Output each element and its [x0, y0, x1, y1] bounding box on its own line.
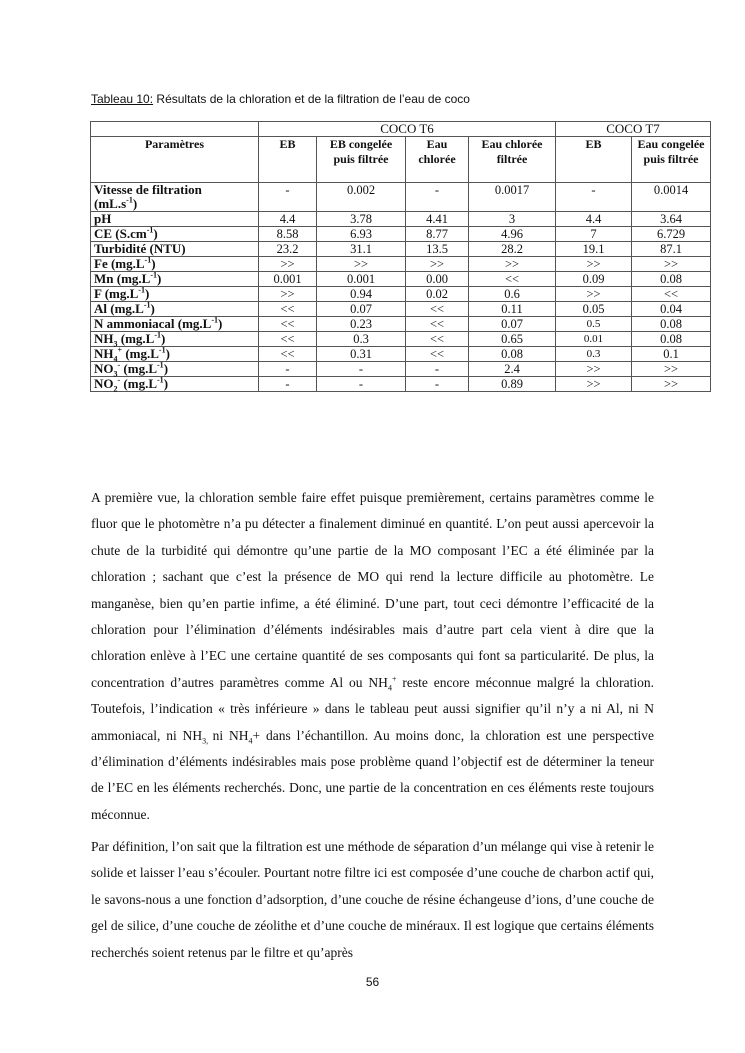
- value-cell: 0.01: [556, 332, 632, 347]
- nh4-subscript-2: 4: [248, 736, 253, 746]
- param-name-close: ): [153, 226, 158, 241]
- param-name-cell: [91, 257, 259, 272]
- param-name-name: NH: [94, 331, 114, 346]
- value-cell: 0.02: [406, 287, 469, 302]
- value-cell: 0.08: [632, 332, 711, 347]
- table-row: [91, 227, 711, 242]
- value-cell: 4.41: [406, 212, 469, 227]
- value-cell: 4.4: [556, 212, 632, 227]
- param-name-cell: [91, 332, 259, 347]
- column-header: EB congelée puis filtrée: [317, 137, 406, 183]
- table-row: [91, 362, 711, 377]
- value-cell: 0.08: [632, 317, 711, 332]
- value-cell: 0.6: [469, 287, 556, 302]
- header-empty-cell: [91, 122, 259, 137]
- table-caption: [91, 92, 470, 106]
- paragraph-chloration-text-1: A première vue, la chloration semble faire effet puisque premièrement, certains paramètres comme le fluor que le photomètre n’a pu détecter a finalement diminué en quantité. L’on peut aussi apercevoir la chute de la turbidité qui démontre qu’une partie de la MO composant l’EC a été éliminée par la chloration ; sachant que c’est la présence de MO qui rend la lecture difficile au photomètre. Le manganèse, bien qu’en partie infime, a été éliminé. D’une part, tout ceci démontre l’efficacité de la chloration pour l’élimination d’éléments indésirables mais d’autre part cela vient à dire que la chloration enlève à l’EC une certaine quantité de ses composants qui font sa particularité. De plus, la concentration d’autres paramètres comme Al ou NH: [91, 490, 654, 690]
- value-cell: 0.5: [556, 317, 632, 332]
- param-name-close: ): [163, 361, 169, 376]
- param-name-name: CE (S.cm: [94, 226, 147, 241]
- value-cell: -: [317, 362, 406, 377]
- table-row: [91, 183, 711, 212]
- param-name-exp: -1: [150, 270, 158, 280]
- value-cell: >>: [632, 257, 711, 272]
- value-cell: -: [556, 183, 632, 212]
- param-name-exp: -1: [126, 195, 133, 205]
- value-cell: 0.0014: [632, 183, 711, 212]
- param-name-sub: 2: [113, 384, 118, 394]
- value-cell: 4.96: [469, 227, 556, 242]
- value-cell: -: [317, 377, 406, 392]
- param-name-cell: [91, 272, 259, 287]
- value-cell: <<: [259, 317, 317, 332]
- value-cell: >>: [406, 257, 469, 272]
- paragraph-filtration: Par définition, l’on sait que la filtration est une méthode de séparation d’un mélange qui vise à retenir le solide et laisser l’eau s’écouler. Pourtant notre filtre ici est composée d’une couche de charbon actif qui, le savons-nous a une fonction d’adsorption, d’une couche de résine échangeuse d’ions, d’une couche de gel de silice, d’une couche de zéolithe et d’une couche de minéraux. Il est logique que certains éléments recherchés soient retenus par le filtre et qu’après: [91, 839, 654, 960]
- value-cell: <<: [406, 347, 469, 362]
- param-name-sub: 4: [113, 354, 118, 364]
- value-cell: 0.09: [556, 272, 632, 287]
- value-cell: 0.89: [469, 377, 556, 392]
- param-name-exp: -1: [157, 360, 164, 370]
- param-name-close: ): [157, 271, 162, 286]
- table-caption-text: Résultats de la chloration et de la filtration de l’eau de coco: [153, 92, 470, 106]
- value-cell: 31.1: [317, 242, 406, 257]
- value-cell: 0.001: [317, 272, 406, 287]
- param-name-name: pH: [94, 211, 112, 226]
- value-cell: 4.4: [259, 212, 317, 227]
- value-cell: 3.78: [317, 212, 406, 227]
- results-table: [90, 121, 711, 392]
- value-cell: 3: [469, 212, 556, 227]
- value-cell: >>: [556, 287, 632, 302]
- value-cell: <<: [259, 332, 317, 347]
- value-cell: >>: [259, 257, 317, 272]
- param-name-exp: -1: [211, 315, 219, 325]
- value-cell: 0.1: [632, 347, 711, 362]
- param-name-close: ): [163, 376, 169, 391]
- param-name-cell: [91, 362, 259, 377]
- value-cell: <<: [632, 287, 711, 302]
- value-cell: 8.58: [259, 227, 317, 242]
- value-cell: 87.1: [632, 242, 711, 257]
- param-name-cell: [91, 377, 259, 392]
- value-cell: 0.00: [406, 272, 469, 287]
- param-name-exp: -1: [157, 375, 164, 385]
- value-cell: -: [259, 183, 317, 212]
- value-cell: >>: [556, 362, 632, 377]
- param-name-exp: -1: [158, 345, 166, 355]
- value-cell: 0.23: [317, 317, 406, 332]
- param-name-sup: +: [117, 345, 123, 355]
- group-header-t7: COCO T7: [556, 122, 711, 137]
- column-header: Eau congelée puis filtrée: [632, 137, 711, 183]
- param-name-cell: [91, 242, 259, 257]
- param-name-name: NO: [94, 376, 114, 391]
- value-cell: 8.77: [406, 227, 469, 242]
- value-cell: 7: [556, 227, 632, 242]
- param-name-cell: [91, 317, 259, 332]
- value-cell: 0.07: [469, 317, 556, 332]
- value-cell: 0.002: [317, 183, 406, 212]
- value-cell: >>: [632, 377, 711, 392]
- param-name-exp: -1: [154, 330, 162, 340]
- value-cell: 6.93: [317, 227, 406, 242]
- param-name-exp: -1: [144, 255, 152, 265]
- param-name-mid: (mg.L: [120, 361, 158, 376]
- paragraph-chloration-text-3: ni NH: [212, 727, 249, 743]
- value-cell: -: [406, 183, 469, 212]
- value-cell: 0.11: [469, 302, 556, 317]
- param-name-sup: -: [117, 375, 121, 385]
- param-name-unit: mL.s: [98, 196, 127, 211]
- value-cell: 6.729: [632, 227, 711, 242]
- nh4-subscript: 4: [387, 683, 392, 693]
- param-name-name: Mn (mg.L: [94, 271, 151, 286]
- param-name-mid: (mg.L: [117, 331, 155, 346]
- value-cell: -: [406, 377, 469, 392]
- value-cell: 3.64: [632, 212, 711, 227]
- value-cell: <<: [259, 302, 317, 317]
- param-name-cell: [91, 212, 259, 227]
- paragraph-chloration-text-2: reste encore méconnue malgré la chloration. Toutefois, l’indication « très inférieure » dans le tableau peut aussi signifier qu’il n’y a ni Al, ni N ammoniacal, ni NH: [91, 674, 654, 743]
- param-name-name: Turbidité (NTU): [94, 241, 186, 256]
- value-cell: <<: [259, 347, 317, 362]
- table-row: [91, 317, 711, 332]
- param-name-mid: (mg.L: [122, 346, 159, 361]
- table-row: [91, 287, 711, 302]
- param-name-name: Vitesse de filtration: [94, 182, 202, 197]
- param-name-close: ): [151, 256, 156, 271]
- param-name-mid: (mg.L: [120, 376, 158, 391]
- value-cell: 0.04: [632, 302, 711, 317]
- param-name-cell: Vitesse de filtration $(mL.s^{-1})$: [91, 183, 259, 212]
- value-cell: 0.08: [469, 347, 556, 362]
- table-row: [91, 377, 711, 392]
- value-cell: 0.31: [317, 347, 406, 362]
- param-name-close: ): [218, 316, 223, 331]
- param-name-sup: -: [117, 360, 121, 370]
- param-name-close: ): [150, 301, 155, 316]
- value-cell: >>: [632, 362, 711, 377]
- table-row: [91, 272, 711, 287]
- value-cell: >>: [556, 257, 632, 272]
- value-cell: 0.65: [469, 332, 556, 347]
- column-header: EB: [259, 137, 317, 183]
- value-cell: >>: [469, 257, 556, 272]
- nh3-subscript: 3,: [202, 736, 213, 746]
- table-caption-label: Tableau 10:: [91, 92, 154, 106]
- value-cell: <<: [406, 317, 469, 332]
- param-name-cell: [91, 302, 259, 317]
- param-name-name: N ammoniacal (mg.L: [94, 316, 212, 331]
- page-number: 56: [365, 975, 380, 989]
- value-cell: 23.2: [259, 242, 317, 257]
- value-cell: 0.08: [632, 272, 711, 287]
- value-cell: 0.0017: [469, 183, 556, 212]
- param-name-exp: -1: [143, 300, 151, 310]
- value-cell: -: [259, 377, 317, 392]
- value-cell: <<: [406, 302, 469, 317]
- param-name-cell: [91, 227, 259, 242]
- value-cell: 0.05: [556, 302, 632, 317]
- param-name-close: ): [161, 331, 166, 346]
- value-cell: 0.94: [317, 287, 406, 302]
- value-cell: 19.1: [556, 242, 632, 257]
- param-name-cell: [91, 347, 259, 362]
- param-name-exp: -1: [146, 225, 154, 235]
- param-name-sub: 3: [113, 339, 118, 349]
- nh4-superscript: +: [391, 674, 397, 684]
- group-header-row: [91, 122, 711, 137]
- value-cell: 13.5: [406, 242, 469, 257]
- value-cell: -: [406, 362, 469, 377]
- param-name-name: NO: [94, 361, 114, 376]
- value-cell: -: [259, 362, 317, 377]
- column-header: EB: [556, 137, 632, 183]
- value-cell: 28.2: [469, 242, 556, 257]
- param-name-name: Fe (mg.L: [94, 256, 145, 271]
- value-cell: 0.001: [259, 272, 317, 287]
- param-name-name: Al (mg.L: [94, 301, 144, 316]
- value-cell: 0.3: [556, 347, 632, 362]
- column-header: Eau chlorée filtrée: [469, 137, 556, 183]
- param-name-close: ): [144, 286, 150, 301]
- value-cell: 2.4: [469, 362, 556, 377]
- param-name-name: F (mg.L: [94, 286, 139, 301]
- value-cell: 0.07: [317, 302, 406, 317]
- column-header-row: [91, 137, 711, 183]
- table-row: [91, 212, 711, 227]
- param-name-exp: -1: [138, 285, 145, 295]
- param-name-close: ): [165, 346, 170, 361]
- value-cell: <<: [469, 272, 556, 287]
- param-name-sub: 3: [113, 369, 118, 379]
- column-header: Eau chlorée: [406, 137, 469, 183]
- value-cell: >>: [317, 257, 406, 272]
- param-name-cell: [91, 287, 259, 302]
- value-cell: 0.3: [317, 332, 406, 347]
- param-name-name: NH: [94, 346, 114, 361]
- table-row: [91, 332, 711, 347]
- table-row: [91, 257, 711, 272]
- table-row: [91, 347, 711, 362]
- group-header-t6: COCO T6: [259, 122, 556, 137]
- value-cell: <<: [406, 332, 469, 347]
- value-cell: >>: [556, 377, 632, 392]
- table-row: [91, 302, 711, 317]
- column-header: Paramètres: [91, 137, 259, 183]
- table-row: [91, 242, 711, 257]
- value-cell: >>: [259, 287, 317, 302]
- paragraph-chloration-text-4: + dans l’échantillon. Au moins donc, la chloration est une perspective d’élimination d’éléments indésirables mais pose problème quand l’objectif est de déterminer la teneur de l’EC en les éléments recherchés. Donc, une partie de la concentration en ces éléments reste toujours méconnue.: [91, 727, 654, 822]
- paragraph-chloration: [91, 485, 654, 828]
